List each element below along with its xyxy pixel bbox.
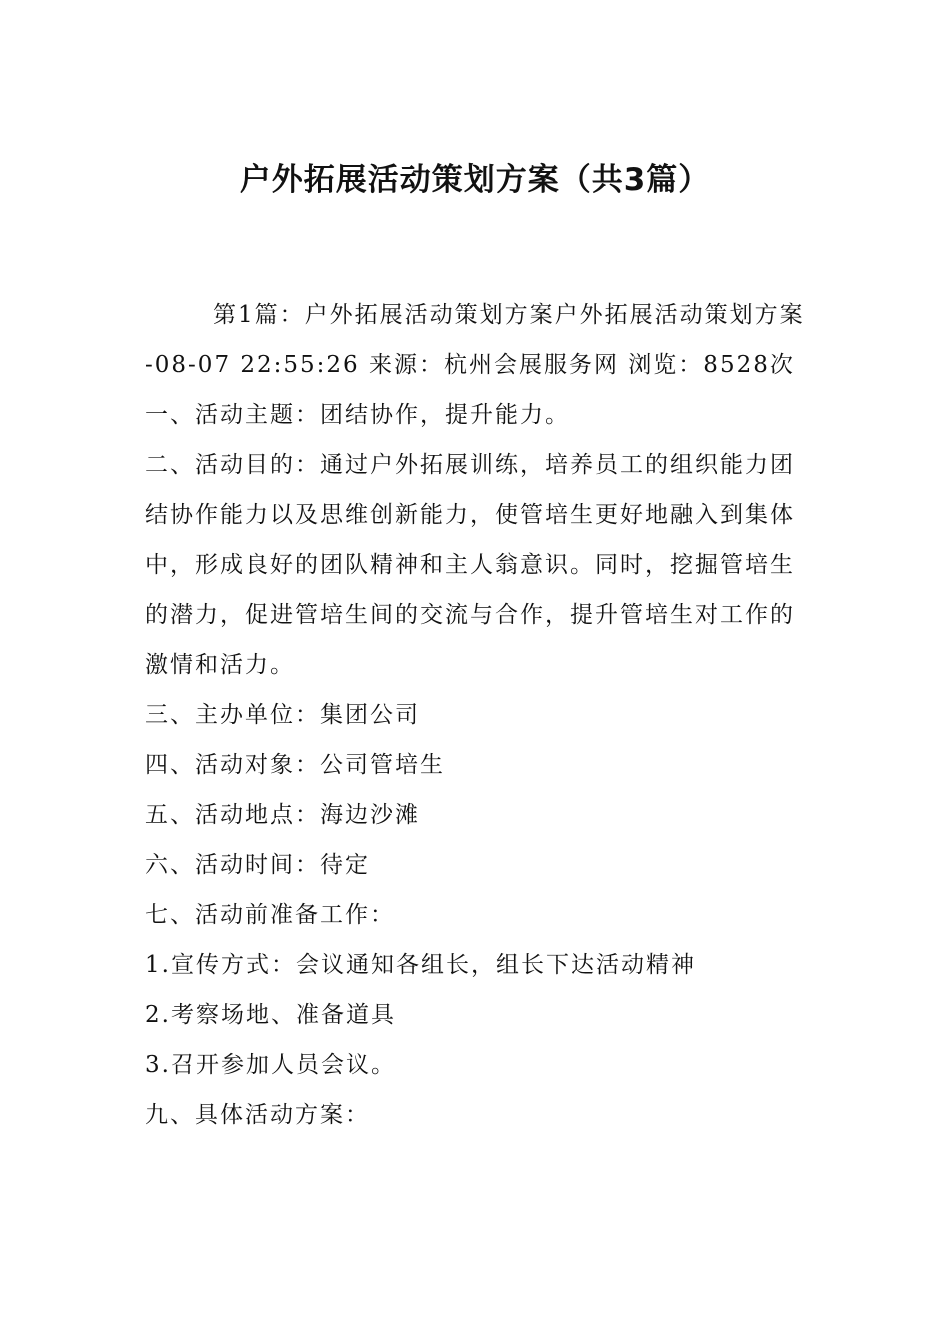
- document-body: [145, 290, 807, 1140]
- paragraph-organizer: 三、主办单位：集团公司: [145, 702, 420, 728]
- paragraph-purpose: 二、活动目的：通过户外拓展训练，培养员工的组织能力团结协作能力以及思维创新能力，使管培生更好地融入到集体中，形成良好的团队精神和主人翁意识。同时，挖掘管培生的潜力，促进管培生间的交流与合作，提升管培生对工作的激情和活力。: [145, 452, 795, 678]
- paragraph-plan: 九、具体活动方案：: [145, 1102, 370, 1128]
- paragraph-location: 五、活动地点：海边沙滩: [145, 802, 420, 828]
- document-title: 户外拓展活动策划方案（共3篇）: [239, 162, 711, 198]
- source-line: -08-07 22:55:26 来源：杭州会展服务网 浏览：8528次: [145, 352, 795, 378]
- paragraph-theme: 一、活动主题：团结协作，提升能力。: [145, 402, 570, 428]
- list-item-publicity: 1.宣传方式：会议通知各组长，组长下达活动精神: [145, 952, 696, 978]
- paragraph-preparation: 七、活动前准备工作：: [145, 902, 395, 928]
- list-item-meeting: 3.召开参加人员会议。: [145, 1052, 396, 1078]
- paragraph-audience: 四、活动对象：公司管培生: [145, 752, 445, 778]
- paragraph-time: 六、活动时间：待定: [145, 852, 370, 878]
- list-item-venue: 2.考察场地、准备道具: [145, 1002, 396, 1028]
- chapter-heading: 第1篇：户外拓展活动策划方案户外拓展活动策划方案: [213, 302, 805, 328]
